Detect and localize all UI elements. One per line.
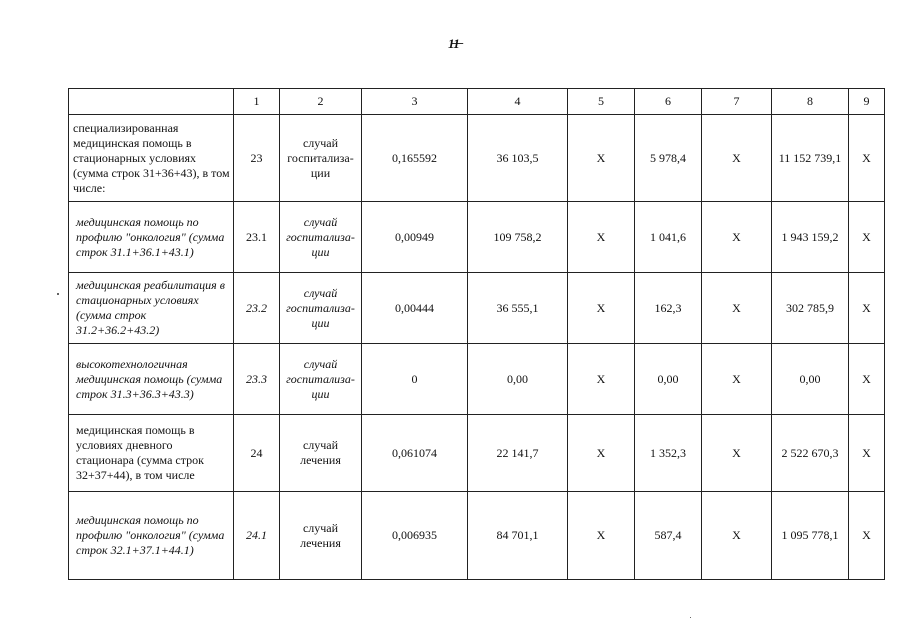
row-value-8: 11 152 739,1 bbox=[772, 115, 849, 202]
tariff-table bbox=[68, 88, 885, 580]
row-name-cell: медицинская помощь по профилю "онкология" (сумма строк 31.1+36.1+43.1) bbox=[69, 202, 234, 273]
row-value-3: 0,165592 bbox=[362, 115, 468, 202]
row-value-9: X bbox=[849, 273, 885, 344]
row-unit: случай лечения bbox=[280, 415, 362, 492]
header-cell-7: 7 bbox=[702, 89, 772, 115]
row-value-4: 0,00 bbox=[468, 344, 568, 415]
row-value-6: 0,00 bbox=[635, 344, 702, 415]
row-value-3: 0,00949 bbox=[362, 202, 468, 273]
row-name-cell: высокотехнологичная медицинская помощь (сумма строк 31.3+36.3+43.3) bbox=[69, 344, 234, 415]
row-value-5: X bbox=[568, 492, 635, 580]
row-value-7: X bbox=[702, 115, 772, 202]
row-value-4: 109 758,2 bbox=[468, 202, 568, 273]
row-value-4: 22 141,7 bbox=[468, 415, 568, 492]
row-value-4: 36 103,5 bbox=[468, 115, 568, 202]
row-value-9: X bbox=[849, 344, 885, 415]
row-name-cell: медицинская помощь в условиях дневного стационара (сумма строк 32+37+44), в том числе bbox=[69, 415, 234, 492]
header-cell-1: 1 bbox=[234, 89, 280, 115]
row-unit: случай госпитализа-ции bbox=[280, 115, 362, 202]
row-unit: случай госпитализа-ции bbox=[280, 344, 362, 415]
header-cell-8: 8 bbox=[772, 89, 849, 115]
header-cell-3: 3 bbox=[362, 89, 468, 115]
row-value-5: X bbox=[568, 273, 635, 344]
row-name-cell: медицинская реабилитация в стационарных условиях (сумма строк 31.2+36.2+43.2) bbox=[69, 273, 234, 344]
table-row bbox=[69, 415, 885, 492]
row-value-3: 0,00444 bbox=[362, 273, 468, 344]
row-value-9: X bbox=[849, 202, 885, 273]
row-unit: случай лечения bbox=[280, 492, 362, 580]
row-value-5: X bbox=[568, 344, 635, 415]
header-cell-4: 4 bbox=[468, 89, 568, 115]
row-value-3: 0,061074 bbox=[362, 415, 468, 492]
row-value-6: 162,3 bbox=[635, 273, 702, 344]
row-name-cell: специализированная медицинская помощь в стационарных условиях (сумма строк 31+36+43), в том числе: bbox=[69, 115, 234, 202]
row-line-number: 24 bbox=[234, 415, 280, 492]
row-value-6: 587,4 bbox=[635, 492, 702, 580]
row-value-8: 302 785,9 bbox=[772, 273, 849, 344]
row-value-9: X bbox=[849, 415, 885, 492]
header-cell-6: 6 bbox=[635, 89, 702, 115]
header-cell-5: 5 bbox=[568, 89, 635, 115]
row-value-9: X bbox=[849, 492, 885, 580]
table-row bbox=[69, 492, 885, 580]
header-cell-2: 2 bbox=[280, 89, 362, 115]
table-row bbox=[69, 273, 885, 344]
row-value-8: 1 095 778,1 bbox=[772, 492, 849, 580]
table-row bbox=[69, 202, 885, 273]
row-value-7: X bbox=[702, 273, 772, 344]
row-value-4: 84 701,1 bbox=[468, 492, 568, 580]
row-value-5: X bbox=[568, 415, 635, 492]
row-value-7: X bbox=[702, 492, 772, 580]
row-value-8: 2 522 670,3 bbox=[772, 415, 849, 492]
row-line-number: 23 bbox=[234, 115, 280, 202]
row-line-number: 23.3 bbox=[234, 344, 280, 415]
row-line-number: 23.2 bbox=[234, 273, 280, 344]
row-line-number: 23.1 bbox=[234, 202, 280, 273]
row-unit: случай госпитализа-ции bbox=[280, 202, 362, 273]
row-value-9: X bbox=[849, 115, 885, 202]
row-value-8: 1 943 159,2 bbox=[772, 202, 849, 273]
row-value-6: 5 978,4 bbox=[635, 115, 702, 202]
row-value-5: X bbox=[568, 202, 635, 273]
scan-speck bbox=[57, 293, 59, 295]
page-number: 1̶1̶ bbox=[448, 36, 460, 51]
table-row bbox=[69, 344, 885, 415]
row-value-7: X bbox=[702, 202, 772, 273]
row-line-number: 24.1 bbox=[234, 492, 280, 580]
header-cell-9: 9 bbox=[849, 89, 885, 115]
row-value-6: 1 352,3 bbox=[635, 415, 702, 492]
header-row bbox=[69, 89, 885, 115]
row-value-4: 36 555,1 bbox=[468, 273, 568, 344]
row-value-5: X bbox=[568, 115, 635, 202]
row-value-3: 0,006935 bbox=[362, 492, 468, 580]
scan-speck bbox=[690, 617, 691, 618]
row-value-7: X bbox=[702, 344, 772, 415]
row-name-cell: медицинская помощь по профилю "онкология" (сумма строк 32.1+37.1+44.1) bbox=[69, 492, 234, 580]
row-value-6: 1 041,6 bbox=[635, 202, 702, 273]
row-value-7: X bbox=[702, 415, 772, 492]
row-value-3: 0 bbox=[362, 344, 468, 415]
header-cell-name bbox=[69, 89, 234, 115]
row-value-8: 0,00 bbox=[772, 344, 849, 415]
row-unit: случай госпитализа-ции bbox=[280, 273, 362, 344]
table-row bbox=[69, 115, 885, 202]
